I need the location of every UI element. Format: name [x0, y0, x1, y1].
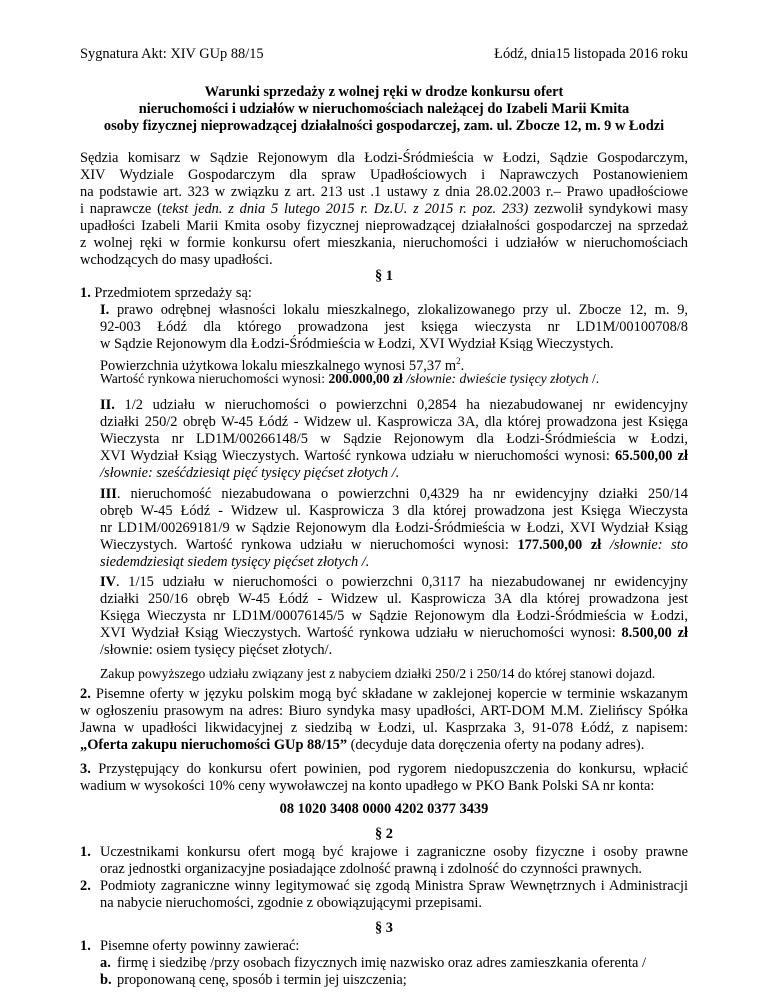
s3-point-number: 1. [80, 938, 91, 954]
s1-point-2-line-3: Jawna w upadłości likwidacyjnej z siedzibą w Łodzi, ul. Kasprzaka 3, 91-078 Łódź, z napisem: [80, 720, 688, 736]
intro-text: zezwolił syndykowi masy [528, 201, 689, 217]
s3-item-a-text: firmę i siedzibę /przy osobach fizycznych imię nazwisko oraz adres zamieszkania oferenta / [117, 955, 647, 971]
intro-line-5: upadłości Izabeli Marii Kmita osoby fizycznej nieprowadzącej działalności gospodarczej na sprzedaż [80, 218, 688, 234]
s1-point-1 [80, 285, 252, 302]
s2-point-1-line-2: oraz jednostki organizacyjne posiadające zdolność prawną i zdolność do czynności prawnych. [100, 861, 642, 877]
item-III-line-2: obręb W-45 Łódź - Widzew ul. Kasprowicza 3 dla której prowadzona jest Księga Wieczysta [100, 503, 688, 519]
item-text: . nieruchomość niezabudowana o powierzchni 0,4329 ha nr ewidencyjny działki 250/14 [116, 486, 688, 502]
s1-point-3-line-1 [80, 761, 688, 778]
legal-citation: tekst jedn. z dnia 5 lutego 2015 r. Dz.U. z 2015 r. poz. 233) [161, 201, 529, 217]
item-III-line-5: siedemdziesiąt siedem tysięcy pięćset złotych /. [100, 554, 370, 570]
point-number: 2. [80, 686, 91, 702]
access-note: Zakup powyższego udziału związany jest z nabyciem działki 250/2 i 250/14 do której stanowi dojazd. [100, 666, 656, 681]
value-amount: 200.000,00 zł [328, 371, 403, 386]
item-text: 1/2 udziału w nieruchomości o powierzchni 0,2854 ha niezabudowanej nr ewidencyjny [114, 397, 688, 413]
item-text: . 1/15 udziału w nieruchomości o powierzchni 0,3117 ha niezabudowanej nr ewidencyjny [116, 574, 688, 590]
point-text: (decyduje data doręczenia oferty na podany adres). [347, 737, 645, 753]
s3-item-b-text: proponowaną cenę, sposób i termin jej uiszczenia; [117, 972, 407, 988]
item-I-value [100, 370, 599, 387]
intro-line-3: na podstawie art. 323 w związku z art. 213 ust .1 ustawy z dnia 28.02.2003 r.– Prawo upadłościowe [80, 184, 688, 200]
item-III-line-1 [100, 486, 688, 503]
item-text: prawo odrębnej własności lokalu mieszkalnego, zlokalizowanego przy ul. Zbocze 12, m. 9, [109, 302, 688, 318]
item-text: XVI Wydział Ksiąg Wieczystych. Wartość rynkowa udziału w nieruchomości wynosi: [100, 448, 615, 464]
item-II-line-3: Wieczysta nr LD1M/00266148/5 w Sądzie Rejonowym dla Łodzi-Śródmieścia w Łodzi, [100, 431, 688, 447]
item-IV-line-2: działki 250/16 obręb W-45 Łódź - Widzew ul. Kasprowicza 3A dla której prowadzona jest [100, 591, 688, 607]
point-text: Przedmiotem sprzedaży są: [90, 285, 252, 301]
item-II-line-2: działki 250/2 obręb W-45 Łódź - Widzew ul. Kasprowicza 3A, dla której prowadzona jest Księga [100, 414, 688, 430]
area-superscript: 2 [456, 356, 461, 366]
intro-line-4 [80, 201, 688, 218]
item-III-line-4 [100, 537, 688, 554]
section-2-heading: § 2 [375, 826, 393, 842]
item-IV-line-3: Księga Wieczysta nr LD1M/00076145/5 w Sądzie Rejonowym dla Łodzi-Śródmieścia w Łodzi, [100, 608, 688, 624]
item-I-line-3: w Sądzie Rejonowym dla Łodzi-Śródmieścia w Łodzi, XVI Wydział Ksiąg Wieczystych. [100, 336, 614, 352]
envelope-label: „Oferta zakupu nieruchomości GUp 88/15” [80, 737, 348, 753]
roman-numeral: IV [100, 574, 116, 590]
intro-line-1: Sędzia komisarz w Sądzie Rejonowym dla Łodzi-Śródmieścia w Łodzi, Sądzie Gospodarczym, [80, 150, 688, 166]
point-number: 3. [80, 761, 91, 777]
document-title-line-3: osoby fizycznej nieprowadzącej działalności gospodarczej, zam. ul. Zbocze 12, m. 9 w Łodzi [103, 118, 665, 134]
item-I-line-2: 92-003 Łódź dla którego prowadzona jest księga wieczysta nr LD1M/00100708/8 [100, 319, 688, 335]
value-label: Wartość rynkowa nieruchomości wynosi: [100, 371, 329, 386]
item-II-line-1 [100, 397, 688, 414]
area-text: Powierzchnia użytkowa lokalu mieszkalnego wynosi 57,37 m [100, 357, 457, 374]
place-date: Łódź, dnia15 listopada 2016 roku [494, 46, 688, 62]
section-1-heading: § 1 [375, 268, 393, 284]
point-text: Pisemne oferty w języku polskim mogą być składane w zaklejonej kopercie w terminie wskazanym [90, 686, 688, 702]
s1-point-2-line-1 [80, 686, 688, 703]
section-3-heading: § 3 [375, 920, 393, 936]
bank-account-number: 08 1020 3408 0000 4202 0377 3439 [279, 801, 489, 817]
item-IV-line-4 [100, 625, 688, 642]
s2-point-1-line-1: Uczestnikami konkursu ofert mogą być krajowe i zagraniczne osoby fizyczne i osoby prawne [100, 844, 688, 860]
s3-letter-a: a. [100, 955, 111, 971]
s3-letter-b: b. [100, 972, 112, 988]
item-II-line-5: /słownie: sześćdziesiąt pięć tysięcy pięćset złotych /. [100, 465, 400, 481]
item-II-line-4 [100, 448, 688, 465]
s2-point-number: 2. [80, 878, 91, 894]
s3-point-1-text: Pisemne oferty powinny zawierać: [100, 938, 300, 954]
point-text: Przystępujący do konkursu ofert powinien, pod rygorem niedopuszczenia do konkursu, wpłacić [90, 761, 688, 777]
s1-point-2-line-4 [80, 737, 644, 754]
value-words: /słownie: sto [601, 537, 688, 553]
point-number: 1. [80, 285, 91, 301]
s1-point-2-line-2: w ogłoszeniu prasowym na adres: Biuro syndyka masy upadłości, ART-DOM M.M. Zielińscy Spółka [80, 703, 688, 719]
case-signature: Sygnatura Akt: XIV GUp 88/15 [80, 46, 264, 62]
value-amount: 177.500,00 zł [517, 537, 602, 553]
intro-text: i naprawcze ( [80, 201, 162, 217]
item-text: Wieczystych. Wartość rynkowa udziału w nieruchomości wynosi: [100, 537, 518, 553]
s2-point-2-line-2: na nabycie nieruchomości, zgodnie z obowiązującymi przepisami. [100, 895, 483, 911]
intro-line-7: wchodzących do masy upadłości. [80, 252, 273, 268]
value-amount: 65.500,00 zł [614, 448, 689, 464]
value-amount: 8.500,00 zł [621, 625, 688, 641]
item-III-line-3: nr LD1M/00269181/9 w Sądzie Rejonowym dla Łodzi-Śródmieścia w Łodzi, XVI Wydział Ksiąg [100, 520, 688, 536]
s2-point-number: 1. [80, 844, 91, 860]
value-words: /słownie: dwieście tysięcy złotych [402, 371, 589, 386]
document-title-line-2: nieruchomości i udziałów w nieruchomościach należącej do Izabeli Marii Kmita [138, 101, 630, 117]
s2-point-2-line-1: Podmioty zagraniczne winny legitymować się zgodą Ministra Spraw Wewnętrznych i Administracji [100, 878, 688, 894]
value-end: /. [588, 371, 600, 386]
item-IV-line-1 [100, 574, 688, 591]
roman-numeral: II. [100, 397, 115, 413]
roman-numeral: I. [100, 302, 110, 318]
intro-line-6: z wolnej ręki w formie konkursu ofert mieszkania, nieruchomości i udziałów w nieruchomościach [80, 235, 688, 251]
document-title-line-1: Warunki sprzedaży z wolnej ręki w drodze konkursu ofert [204, 84, 564, 100]
intro-line-2: XIV Wydziale Gospodarczym dla spraw Upadłościowych i Naprawczych Postanowieniem [80, 167, 688, 183]
roman-numeral: III [100, 486, 117, 502]
item-I-line-1 [100, 302, 688, 319]
item-IV-line-5: /słownie: osiem tysięcy pięćset złotych/. [100, 642, 333, 658]
s1-point-3-line-2: wadium w wysokości 10% ceny wywoławczej na konto upadłego w PKO Bank Polski SA nr konta: [80, 778, 655, 794]
area-end: . [460, 357, 465, 374]
item-text: XVI Wydział Ksiąg Wieczystych. Wartość rynkowa udziału w nieruchomości wynosi: [100, 625, 622, 641]
